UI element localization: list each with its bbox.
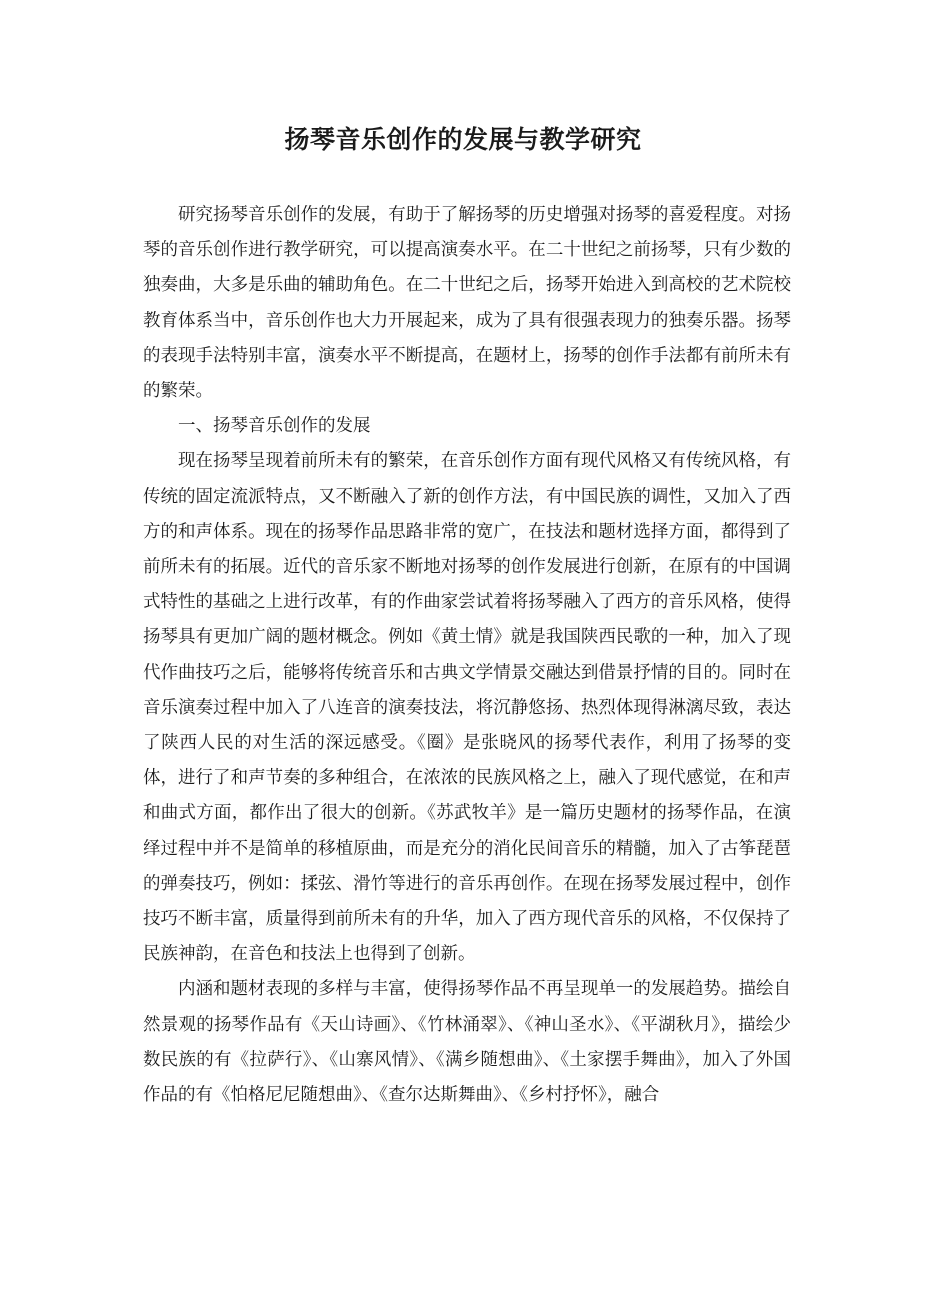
intro-paragraph: 研究扬琴音乐创作的发展，有助于了解扬琴的历史增强对扬琴的喜爱程度。对扬琴的音乐创作进行教学研究，可以提高演奏水平。在二十世纪之前扬琴，只有少数的独奏曲，大多是乐曲的辅助角色。在二十世纪之后，扬琴开始进入到高校的艺术院校教育体系当中，音乐创作也大力开展起来，成为了具有很强表现力的独奏乐器。扬琴的表现手法特别丰富，演奏水平不断提高，在题材上，扬琴的创作手法都有前所未有的繁荣。 [143, 205, 791, 402]
document-body [143, 198, 791, 1113]
body-paragraph-1: 现在扬琴呈现着前所未有的繁荣，在音乐创作方面有现代风格又有传统风格，有传统的固定流派特点，又不断融入了新的创作方法，有中国民族的调性，又加入了西方的和声体系。现在的扬琴作品思路非常的宽广，在技法和题材选择方面，都得到了前所未有的拓展。近代的音乐家不断地对扬琴的创作发展进行创新，在原有的中国调式特性的基础之上进行改革，有的作曲家尝试着将扬琴融入了西方的音乐风格，使得扬琴具有更加广阔的题材概念。例如《黄土情》就是我国陕西民歌的一种，加入了现代作曲技巧之后，能够将传统音乐和古典文学情景交融达到借景抒情的目的。同时在音乐演奏过程中加入了八连音的演奏技法，将沉静悠扬、热烈体现得淋漓尽致，表达了陕西人民的对生活的深远感受。《圈》是张晓风的扬琴代表作，利用了扬琴的变体，进行了和声节奏的多种组合，在浓浓的民族风格之上，融入了现代感觉，在和声和曲式方面，都作出了很大的创新。《苏武牧羊》是一篇历史题材的扬琴作品，在演绎过程中并不是简单的移植原曲，而是充分的消化民间音乐的精髓，加入了古筝琵琶的弹奏技巧，例如：揉弦、滑竹等进行的音乐再创作。在现在扬琴发展过程中，创作技巧不断丰富，质量得到前所未有的升华，加入了西方现代音乐的风格，不仅保持了民族神韵，在音色和技法上也得到了创新。 [143, 451, 791, 965]
document-title: 扬琴音乐创作的发展与教学研究 [284, 125, 642, 154]
body-paragraph-2: 内涵和题材表现的多样与丰富，使得扬琴作品不再呈现单一的发展趋势。描绘自然景观的扬琴作品有《天山诗画》、《竹林涌翠》、《神山圣水》、《平湖秋月》，描绘少数民族的有《拉萨行》、《山寨风情》、《满乡随想曲》、《土家摆手舞曲》，加入了外国作品的有《怕格尼尼随想曲》、《查尔达斯舞曲》、《乡村抒怀》，融合 [143, 979, 791, 1106]
section-heading: 一、扬琴音乐创作的发展 [178, 416, 371, 437]
